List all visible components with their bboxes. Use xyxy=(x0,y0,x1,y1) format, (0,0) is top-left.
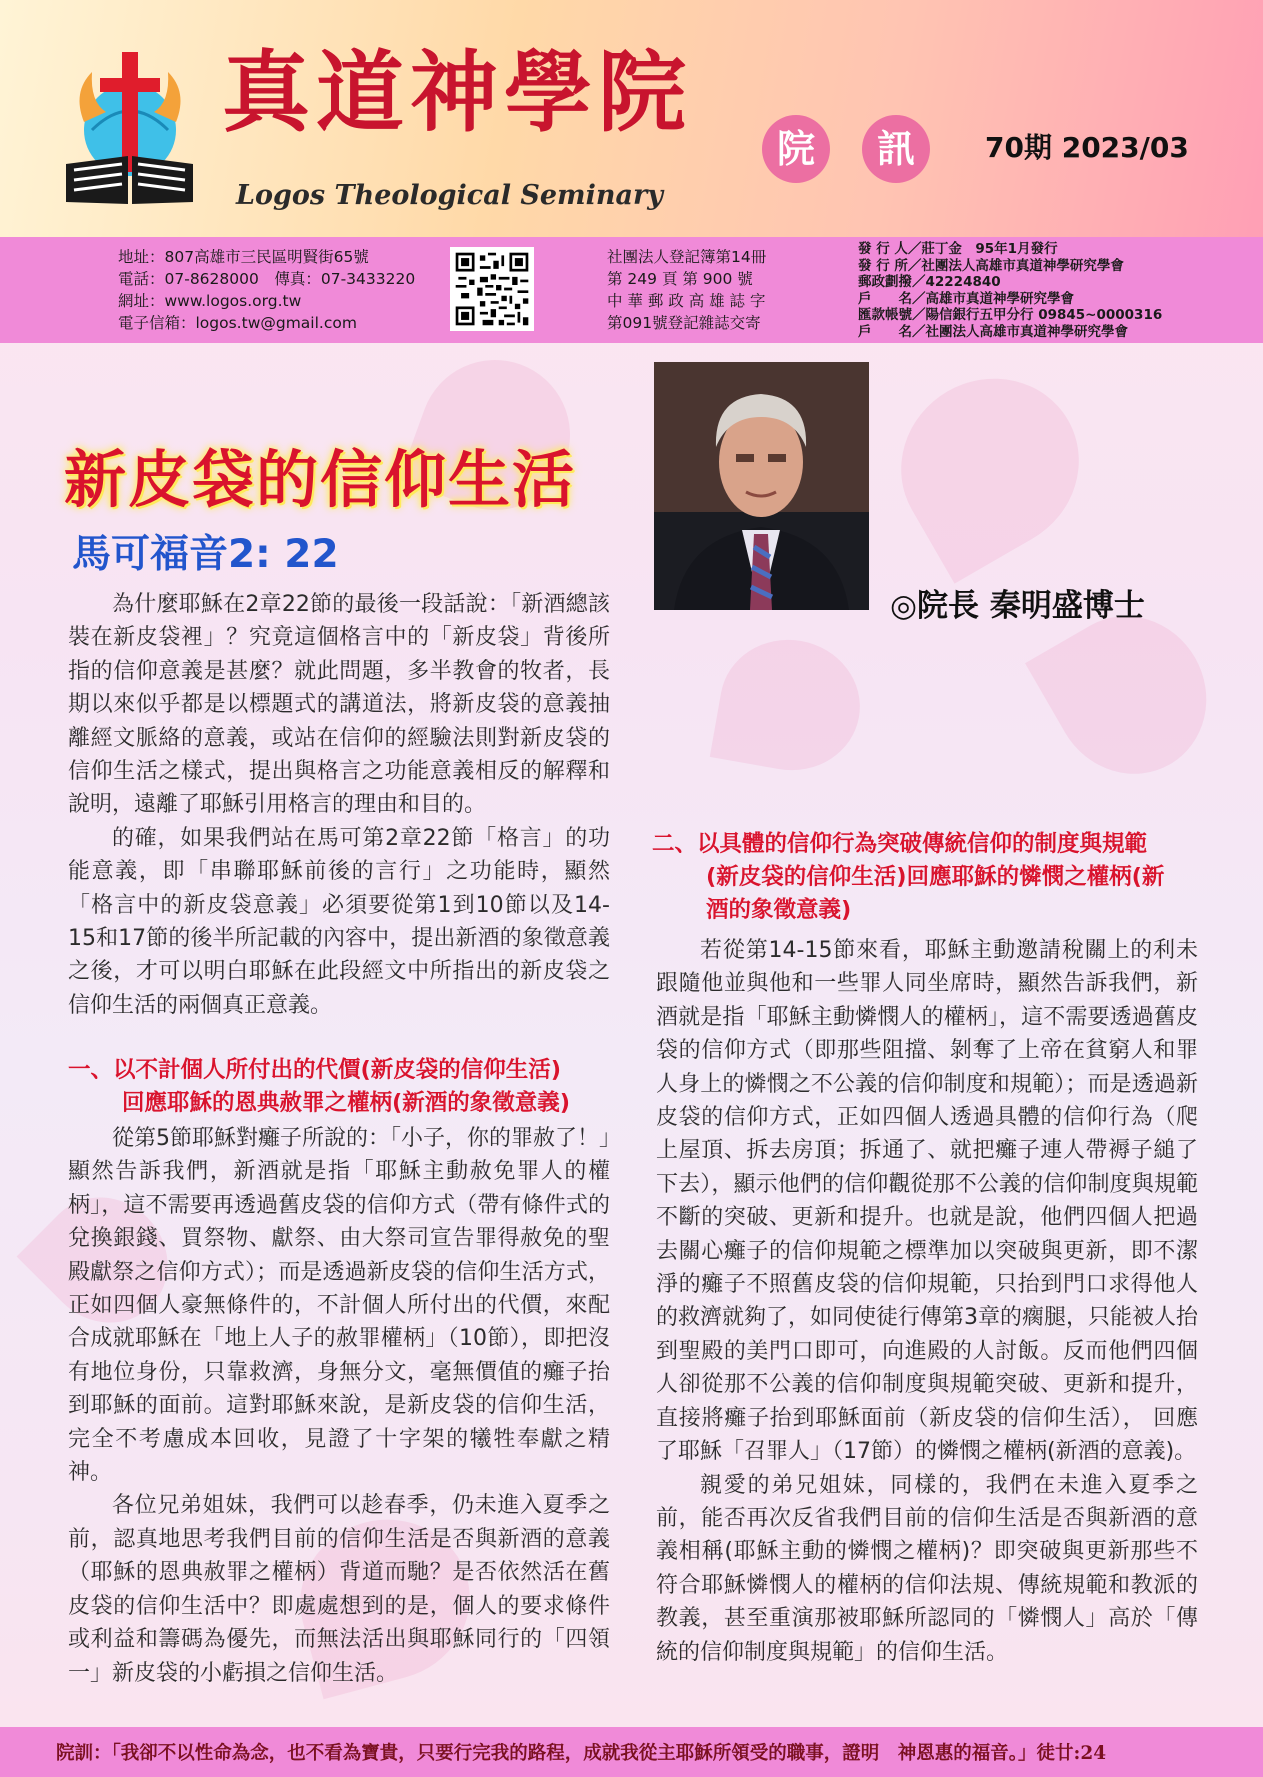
publisher-line: 發 行 人／莊丁金 95年1月發行 xyxy=(858,241,1058,257)
paragraph: 若從第14-15節來看，耶穌主動邀請稅關上的利未跟隨他並與他和一些罪人同坐席時，顯然告訴我們，新酒就是指「耶穌主動憐憫人的權柄」，這不需要透過舊皮袋的信仰方式（即那些阻擋、剝奪了上帝在貧窮人和罪人身上的憐憫之不公義的信仰制度和規範）；而是透過新皮袋的信仰方式，正如四個人透過具體的信仰行為（爬上屋頂、拆去房頂；拆通了、就把癱子連人帶褥子縋了下去），顯示他們的信仰觀從那不公義的信仰制度與規範不斷的突破、更新和提升。也就是說，他們四個人把過去關心癱子的信仰規範之標準加以突破與更新，即不潔淨的癱子不照舊皮袋的信仰規範，只抬到門口求得他人的救濟就夠了，如同使徒行傳第3章的瘸腿，只能被人抬到聖殿的美門口即可，向進殿的人討飯。反而他們四個人卻從那不公義的信仰制度與規範突破、更新和提升，直接將癱子抬到耶穌面前（新皮袋的信仰生活）， 回應了耶穌「召罪人」（17節）的憐憫之權柄(新酒的意義)。 xyxy=(656,938,1198,1465)
registration-info xyxy=(607,246,766,334)
publisher-line: 戶 名／社團法人高雄市真道神學研究學會 xyxy=(858,323,1128,340)
cross-book-logo-icon xyxy=(62,52,197,207)
paragraph: 各位兄弟姐妹，我們可以趁春季，仍未進入夏季之前，認真地思考我們目前的信仰生活是否與新酒的意義（耶穌的恩典赦罪之權柄）背道而馳？是否依然活在舊皮袋的信仰生活中？即處處想到的是，個人的要求條件或利益和籌碼為優先，而無法活出與耶穌同行的「四領一」新皮袋的小虧損之信仰生活。 xyxy=(68,1493,610,1686)
heading-line: 酒的象徵意義) xyxy=(706,897,852,923)
portrait-image xyxy=(654,362,869,610)
heading-line: 二、以具體的信仰行為突破傳統信仰的制度與規範 xyxy=(652,831,1148,857)
author-signature: ◎院長 秦明盛博士 xyxy=(890,588,1145,624)
qr-code-icon[interactable] xyxy=(450,247,534,331)
footer-motto-band xyxy=(0,1727,1263,1777)
paragraph: 為什麼耶穌在2章22節的最後一段話說：「新酒總該裝在新皮袋裡」？究竟這個格言中的「新皮袋」背後所指的信仰意義是甚麼？就此問題，多半教會的牧者，長期以來似乎都是以標題式的講道法，將新皮袋的意義抽離經文脈絡的意義，或站在信仰的經驗法則對新皮袋的信仰生活之樣式，提出與格言之功能意義相反的解釋和說明，遠離了耶穌引用格言的理由和目的。 xyxy=(68,592,610,818)
contact-info xyxy=(118,246,415,334)
phone-fax: 電話：07-8628000 傳真：07-3433220 xyxy=(118,270,416,288)
publisher-line: 發 行 所／社團法人高雄市真道神學研究學會 xyxy=(858,257,1124,274)
petal-decoration xyxy=(870,346,1111,583)
seminary-name-en: Logos Theological Seminary xyxy=(236,180,663,211)
registration-line: 社團法人登記簿第14冊 xyxy=(607,248,767,266)
seminary-name-cn: 真道神學院 xyxy=(222,40,693,144)
heading-line: 一、以不計個人所付出的代價(新皮袋的信仰生活) xyxy=(68,1057,562,1083)
intro-text xyxy=(68,588,610,1022)
publisher-line: 匯款帳號／陽信銀行五甲分行 09845~0000316 xyxy=(858,307,1163,323)
president-photo xyxy=(654,362,869,610)
badge-xun: 訊 xyxy=(862,115,930,183)
issue-number-date: 70期 2023/03 xyxy=(985,131,1189,164)
section-2-heading xyxy=(652,828,1207,927)
heading-line: 回應耶穌的恩典赦罪之權柄(新酒的象徵意義) xyxy=(122,1090,571,1116)
email[interactable]: 電子信箱：logos.tw@gmail.com xyxy=(118,314,357,332)
article-title: 新皮袋的信仰生活 xyxy=(64,443,577,516)
heading-line: (新皮袋的信仰生活)回應耶穌的憐憫之權柄(新 xyxy=(706,864,1165,890)
registration-line: 第091號登記雜誌交寄 xyxy=(607,314,761,332)
section-1-text xyxy=(68,1122,610,1690)
paragraph: 親愛的弟兄姐妹，同樣的，我們在未進入夏季之前，能否再次反省我們目前的信仰生活是否與新酒的意義相稱(耶穌主動的憐憫之權柄)？即突破與更新那些不符合耶穌憐憫人的權柄的信仰法規、傳統規範和教派的教義，甚至重演那被耶穌所認同的「憐憫人」高於「傳統的信仰制度與規範」的信仰生活。 xyxy=(656,1472,1198,1665)
section-2-text xyxy=(656,934,1198,1669)
section-1-heading xyxy=(68,1054,628,1120)
publisher-line: 戶 名／高雄市真道神學研究學會 xyxy=(858,290,1074,307)
address: 地址：807高雄市三民區明賢街65號 xyxy=(118,248,369,266)
registration-line: 中 華 郵 政 高 雄 誌 字 xyxy=(607,292,766,310)
website[interactable]: 網址：www.logos.org.tw xyxy=(118,292,302,310)
registration-line: 第 249 頁 第 900 號 xyxy=(607,270,753,288)
scripture-reference: 馬可福音2: 22 xyxy=(72,532,339,577)
masthead xyxy=(0,0,1263,237)
paragraph: 的確，如果我們站在馬可第2章22節「格言」的功能意義，即「串聯耶穌前後的言行」之功能時，顯然「格言中的新皮袋意義」必須要從第1到10節以及14-15和17節的後半所記載的內容中，提出新酒的象徵意義之後，才可以明白耶穌在此段經文中所指出的新皮袋之信仰生活的兩個真正意義。 xyxy=(68,825,610,1018)
publisher-line: 郵政劃撥／42224840 xyxy=(858,274,1001,290)
seminary-motto: 院訓：「我卻不以性命為念，也不看為寶貴，只要行完我的路程，成就我從主耶穌所領受的職事，證明 神恩惠的福音。」徒廿:24 xyxy=(56,1743,1107,1764)
petal-decoration xyxy=(710,629,870,781)
publisher-info xyxy=(858,241,1162,340)
paragraph: 從第5節耶穌對癱子所說的：「小子，你的罪赦了！」顯然告訴我們，新酒就是指「耶穌主動赦免罪人的權柄」，這不需要再透過舊皮袋的信仰方式（帶有條件式的兌換銀錢、買祭物、獻祭、由大祭司宣告罪得赦免的聖殿獻祭之信仰方式）；而是透過新皮袋的信仰生活方式，正如四個人豪無條件的，不計個人所付出的代價，來配合成就耶穌在「地上人子的赦罪權柄」（10節），即把沒有地位身份，只靠救濟，身無分文，毫無價值的癱子抬到耶穌的面前。這對耶穌來說，是新皮袋的信仰生活，完全不考慮成本回收，見證了十字架的犧牲奉獻之精神。 xyxy=(68,1126,610,1486)
badge-yuan: 院 xyxy=(762,115,830,183)
info-band xyxy=(0,237,1263,343)
